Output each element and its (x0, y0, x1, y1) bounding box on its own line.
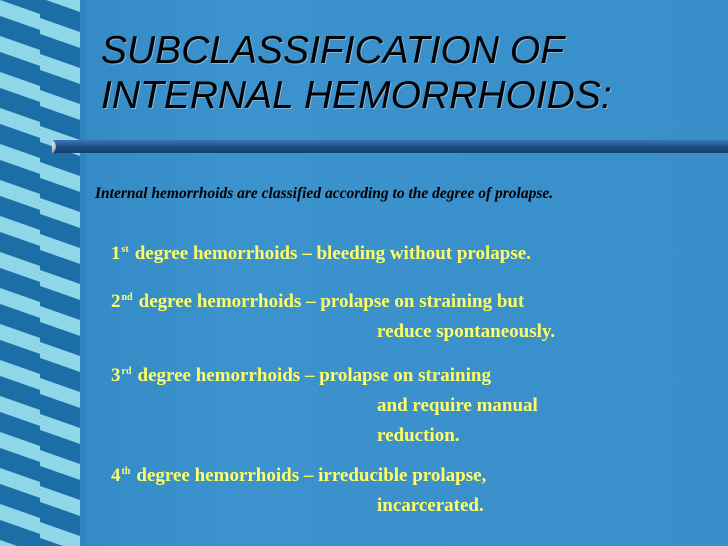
degree-text: incarcerated. (377, 495, 484, 516)
degree-number: 3 (111, 365, 121, 386)
strip-edge (80, 0, 86, 546)
degree-heading-line (111, 465, 486, 487)
degree-ordinal-suffix: nd (121, 291, 133, 303)
degree-text: and require manual (377, 395, 538, 416)
degree-heading-line (111, 365, 491, 387)
degree-continuation-line (377, 495, 484, 517)
degree-ordinal-suffix: th (121, 465, 131, 477)
degree-text: degree hemorrhoids – prolapse on straining but (138, 291, 525, 312)
slide-title (101, 28, 721, 118)
degree-continuation-line (377, 321, 555, 343)
degree-continuation-line (377, 395, 538, 417)
degree-ordinal-suffix: rd (121, 365, 132, 377)
degree-number: 1 (111, 243, 121, 264)
slide-subtitle: Internal hemorrhoids are classified according to the degree of prolapse. (95, 185, 554, 202)
degree-text: reduce spontaneously. (377, 321, 556, 342)
degree-number: 4 (111, 465, 121, 486)
title-line-1: SUBCLASSIFICATION OF (101, 29, 565, 72)
degree-text: degree hemorrhoids – prolapse on straining (137, 365, 491, 386)
title-line-2: INTERNAL HEMORRHOIDS: (101, 74, 612, 117)
degree-heading-line (111, 243, 531, 265)
degree-text: degree hemorrhoids – irreducible prolapse, (136, 465, 487, 486)
degree-text: degree hemorrhoids – bleeding without prolapse. (134, 243, 531, 264)
title-divider (52, 139, 728, 154)
decorative-left-strip (0, 0, 86, 546)
degree-continuation-line (377, 425, 460, 447)
degree-ordinal-suffix: st (121, 243, 129, 255)
degree-heading-line (111, 291, 524, 313)
degree-text: reduction. (377, 425, 460, 446)
degree-number: 2 (111, 291, 121, 312)
